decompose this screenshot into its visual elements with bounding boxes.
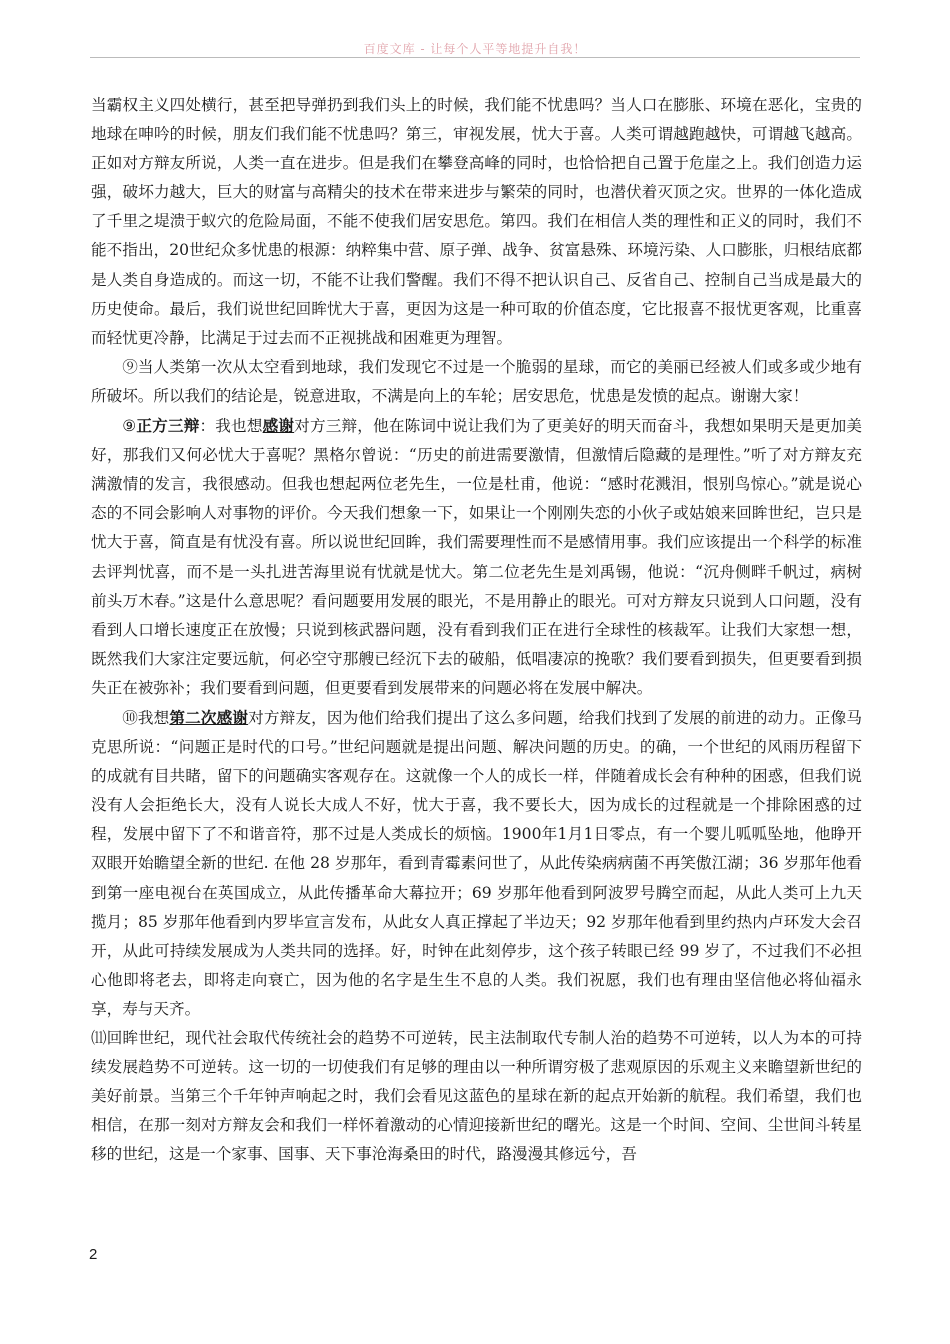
document-body xyxy=(91,91,862,1169)
paragraph-4 xyxy=(91,703,862,1024)
paragraph-1: 当霸权主义四处横行，甚至把导弹扔到我们头上的时候，我们能不忧患吗？当人口在膨胀、环境在恶化，宝贵的地球在呻吟的时候，朋友们我们能不忧患吗？第三，审视发展，忧大于喜。人类可谓越跑越快，可谓越飞越高。正如对方辩友所说，人类一直在进步。但是我们在攀登高峰的同时，也恰恰把自己置于危崖之上。我们创造力运强，破坏力越大，巨大的财富与高精尖的技术在带来进步与繁荣的同时，也潜伏着灭顶之灾。世界的一体化造成了千里之堤溃于蚁穴的危险局面，不能不使我们居安思危。第四。我们在相信人类的理性和正义的同时，我们不能不指出，20世纪众多忧患的根源：纳粹集中营、原子弹、战争、贫富悬殊、环境污染、人口膨胀，归根结底都是人类自身造成的。而这一切，不能不让我们警醒。我们不得不把认识自己、反省自己、控制自己当成是最大的历史使命。最后，我们说世纪回眸忧大于喜，更因为这是一种可取的价值态度，它比报喜不报忧更客观，比重喜而轻忧更冷静，比满足于过去而不正视挑战和困难更为理智。 xyxy=(91,96,862,347)
paragraph-3-number: ⑨ xyxy=(122,417,137,436)
paragraph-4-text-a: ⑩我想 xyxy=(122,708,170,727)
paragraph-3-text-b: 对方三辩，他在陈词中说让我们为了更美好的明天而奋斗，我想如果明天是更加美好，那我们又何必忧大于喜呢？黑格尔曾说：“历史的前进需要激情，但激情后隐藏的是理性。”听了对方辩友充满激情的发言，我很感动。但我也想起两位老先生，一位是杜甫，他说：“感时花溅泪，恨别鸟惊心。”就是说心态的不同会影响人对事物的评价。今天我们想象一下，如果让一个刚刚失恋的小伙子或姑娘来回眸世纪，岂只是忧大于喜，简直是有忧没有喜。所以说世纪回眸，我们需要理性而不是感情用事。我们应该提出一个科学的标准去评判忧喜，而不是一头扎进苦海里说有忧就是忧大。第二位老先生是刘禹锡，他说：“沉舟侧畔千帆过，病树前头万木春。”这是什么意思呢？看问题要用发展的眼光，不是用静止的眼光。可对方辩友只说到人口问题，没有看到人口增长速度正在放慢；只说到核武器问题，没有看到我们正在进行全球性的核裁军。让我们大家想一想，既然我们大家注定要远航，何必空守那艘已经沉下去的破船，低唱凄凉的挽歌？我们要看到损失，但更要看到损失正在被弥补；我们要看到问题，但更要看到发展带来的问题必将在发展中解决。 xyxy=(91,417,862,697)
paragraph-3 xyxy=(91,411,862,703)
paragraph-5: ⑾回眸世纪，现代社会取代传统社会的趋势不可逆转，民主法制取代专制人治的趋势不可逆转，以人为本的可持续发展趋势不可逆转。这一切的一切使我们有足够的理由以一种所谓穷极了悲观原因的乐观主义来瞻望新世纪的美好前景。当第三个千年钟声响起之时，我们会看见这蓝色的星球在新的起点开始新的航程。我们希望，我们也相信，在那一刻对方辩友会和我们一样怀着激动的心情迎接新世纪的曙光。这是一个时间、空间、尘世间斗转星移的世纪，这是一个家事、国事、天下事沧海桑田的时代，路漫漫其修远兮，吾 xyxy=(91,1029,862,1164)
paragraph-3-text-a: ：我也想 xyxy=(199,417,263,436)
page-header: 百度文库 - 让每个人平等地提升自我！ xyxy=(363,42,587,56)
speaker-label: 正方三辩 xyxy=(136,416,200,436)
emphasis-thanks: 感谢 xyxy=(262,416,295,436)
paragraph-2: ⑨当人类第一次从太空看到地球，我们发现它不过是一个脆弱的星球，而它的美丽已经被人们或多或少地有所破坏。所以我们的结论是，锐意进取，不满是向上的车轮；居安思危，忧患是发愤的起点。谢谢大家！ xyxy=(91,357,862,405)
header-rule xyxy=(90,57,860,58)
emphasis-second-thanks: 第二次感谢 xyxy=(169,707,249,727)
page-number: 2 xyxy=(89,1246,98,1263)
paragraph-4-text-b: 对方辩友，因为他们给我们提出了这么多问题，给我们找到了发展的前进的动力。正像马克思所说：“问题正是时代的口号。”世纪问题就是提出问题、解决问题的历史。的确，一个世纪的风雨历程留下的成就有目共睹，留下的问题确实客观存在。这就像一个人的成长一样，伴随着成长会有种种的困惑，但我们说没有人会拒绝长大，没有人说长大成人不好，忧大于喜，我不要长大，因为成长的过程就是一个排除困惑的过程，发展中留下了不和谐音符，那不过是人类成长的烦恼。1900年1月1日零点，有一个婴儿呱呱坠地，他睁开双眼开始瞻望全新的世纪. 在他 28 岁那年，看到青霉素问世了，从此传染病病菌不再笑傲江湖；36 岁那年他看到第一座电视台在英国成立，从此传播革命大幕拉开；69 岁那年他看到阿波罗号腾空而起，从此人类可上九天揽月；85 岁那年他看到内罗毕宣言发布，从此女人真正撑起了半边天；92 岁那年他看到里约热内卢环发大会召开，从此可持续发展成为人类共同的选择。好，时钟在此刻停步，这个孩子转眼已经 99 岁了，不过我们不必担心他即将老去，即将走向衰亡，因为他的名字是生生不息的人类。我们祝愿，我们也有理由坚信他必将仙福永享，寿与天齐。 xyxy=(91,708,862,1018)
